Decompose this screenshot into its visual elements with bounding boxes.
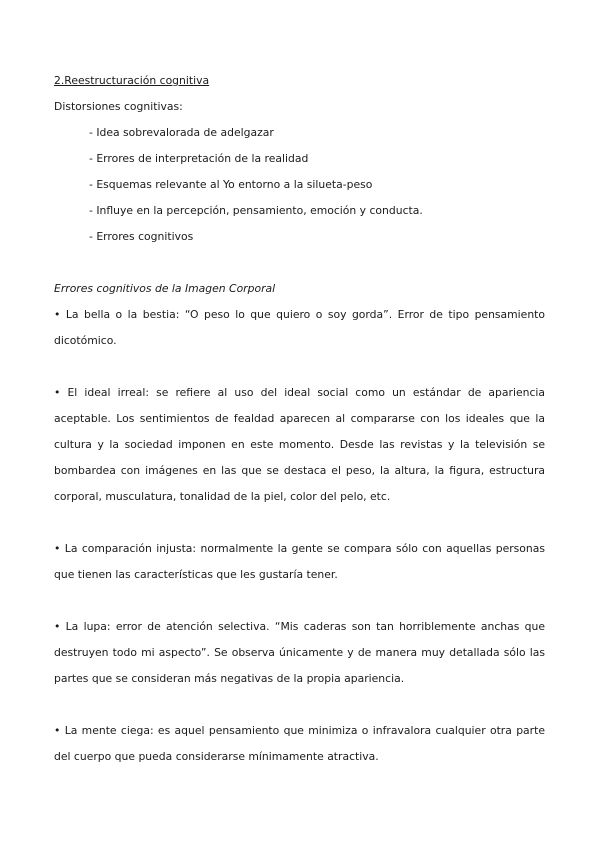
distortions-list (89, 126, 423, 256)
list-item: - Idea sobrevalorada de adelgazar (89, 126, 274, 139)
distortions-intro: Distorsiones cognitivas: (54, 100, 183, 113)
error-paragraph: • El ideal irreal: se refiere al uso del ideal social como un estándar de apariencia aceptable. Los sentimientos de fealdad aparecen al compararse con los ideales que la cultura y la sociedad imponen en este momento. Desde las revistas y la televisión se bombardea con imágenes en las que se destaca el peso, la altura, la figura, estructura corporal, musculatura, tonalidad de la piel, color del pelo, etc. (54, 386, 545, 503)
list-item: - Errores cognitivos (89, 230, 194, 243)
error-paragraph: • La bella o la bestia: “O peso lo que quiero o soy gorda”. Error de tipo pensamiento dicotómico. (54, 308, 545, 347)
list-item: - Errores de interpretación de la realidad (89, 152, 309, 165)
errors-heading: Errores cognitivos de la Imagen Corporal (54, 282, 276, 295)
error-paragraph: • La comparación injusta: normalmente la gente se compara sólo con aquellas personas que tienen las características que les gustaría tener. (54, 542, 545, 581)
list-item: - Esquemas relevante al Yo entorno a la silueta-peso (89, 178, 373, 191)
list-item: - Influye en la percepción, pensamiento, emoción y conducta. (89, 204, 423, 217)
section-heading: 2.Reestructuración cognitiva (54, 74, 210, 87)
error-paragraph: • La mente ciega: es aquel pensamiento que minimiza o infravalora cualquier otra parte del cuerpo que pueda considerarse mínimamente atractiva. (54, 724, 545, 763)
error-paragraph: • La lupa: error de atención selectiva. “Mis caderas son tan horriblemente anchas que destruyen todo mi aspecto”. Se observa únicamente y de manera muy detallada sólo las partes que se consideran más negativas de la propia apariencia. (54, 620, 545, 685)
